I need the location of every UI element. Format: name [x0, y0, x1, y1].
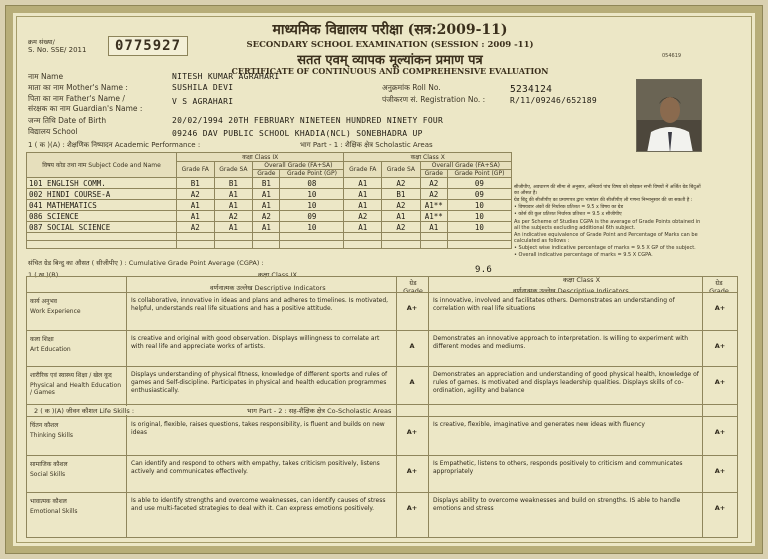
descriptor-class10: Demonstrates an appreciation and understanding of good physical health, knowledge of rules of games. Is motivated and displays leadership qualities. Displays skills of co-ordination, agility and balance [433, 371, 699, 394]
cgpa-notes [514, 185, 704, 259]
area-label: Emotional Skills [30, 508, 78, 515]
descriptor-class9: Is able to identify strengths and overcome weaknesses, can identify causes of stress and use multi-faceted strategies to deal with it. Can express emotions positively. [131, 497, 386, 512]
subject-cell-gp9: 09 [280, 211, 344, 222]
grade9-header: Grade [253, 170, 280, 178]
subject-cell-sa9: A1 [214, 200, 253, 211]
desc-header-9: वर्णनात्मक उल्लेख Descriptive Indicators [210, 284, 326, 292]
area-label-hindi: चिंतन कौशल [30, 422, 59, 429]
descriptor-class10: Demonstrates an innovative approach to interpretation. Is willing to experiment with different modes and mediums. [433, 335, 689, 350]
subject-cell-gp10: 09 [447, 189, 511, 200]
father-label: पिता का नाम Father's Name / [28, 94, 125, 103]
subject-cell-gp10: 10 [447, 211, 511, 222]
area-label: Physical and Health Education / Games [30, 382, 121, 396]
cgpa-note: • Subject wise indicative percentage of marks = 9.5 X GP of the subject. [514, 245, 696, 251]
subject-cell-g9: A1 [253, 189, 280, 200]
cgpa-note: An indicative equivalence of Grade Point and Percentage of Marks can be calculated as follows : [514, 232, 698, 244]
part1b-class9: कक्षा Class IX [258, 271, 297, 279]
descriptor-class10: Is Empathetic, listens to others, responds positively to criticism and communicates appropriately [433, 460, 683, 475]
subject-cell-sa9: B1 [214, 178, 253, 189]
part2-section-label: 2 ( क )(A) जीवन कौशल Life Skills : [34, 407, 135, 415]
subject-cell-fa10: A1 [344, 200, 382, 211]
grade-class10: A+ [714, 428, 726, 436]
cgpa-note: सीजीपीए, अवधारण की सीमा से अनुसार, अनिवार्य पांच विषय को छोड़कर सभी विषयों में अर्जित ग्रेड बिंदुओं का औसत है। [514, 185, 701, 196]
area-label: Social Skills [30, 471, 66, 478]
cgpa-label: संचित ग्रेड बिन्दु का औसत ( सीजीपीए ) : Cumulative Grade Point Average (CGPA) : [28, 259, 264, 267]
subject-cell-sa9: A2 [214, 211, 253, 222]
subject-cell-gp10: 09 [447, 178, 511, 189]
subject-cell-code: 086 SCIENCE [27, 211, 177, 222]
area-label-hindi: कार्य अनुभव [30, 298, 58, 305]
subject-cell-fa9: A2 [177, 189, 215, 200]
blank-cell [344, 241, 382, 249]
subject-row [27, 178, 512, 189]
descriptor-class9: Is original, flexible, raises questions, takes responsibility, is fluent and builds on new ideas [131, 421, 385, 436]
grid-line [26, 455, 738, 456]
sa9-header: Grade SA [214, 162, 253, 178]
part1b-section-label: 1 ( ख )(B) [28, 271, 59, 279]
grade-class10: A+ [714, 504, 726, 512]
subject-cell-code: 087 SOCIAL SCIENCE [27, 222, 177, 233]
subject-cell-g10: A1** [420, 211, 447, 222]
descriptor-class10: Displays ability to overcome weaknesses and build on strengths. IS able to handle emotions and stress [433, 497, 681, 512]
blank-cell [280, 233, 344, 241]
blank-cell [280, 241, 344, 249]
subject-cell-fa9: A2 [177, 222, 215, 233]
subject-cell-gp10: 10 [447, 200, 511, 211]
grid-line [26, 292, 738, 293]
gp9-header: Grade Point (GP) [280, 170, 344, 178]
subtitle-hindi: सतत एवम् व्यापक मूल्यांकन प्रमाण पत्र [297, 53, 483, 68]
area-label: Art Education [30, 346, 71, 353]
registration-label: पंजीकरण सं. Registration No. : [382, 95, 486, 104]
name-label: नाम Name [28, 72, 64, 81]
part2-label: भाग Part - 2 : सह-शैक्षिक क्षेत्र Co-Scholastic Areas [247, 407, 392, 415]
grade-header-9: ग्रेड Grade [403, 279, 423, 295]
blank-cell [177, 233, 215, 241]
blank-cell [447, 241, 511, 249]
subject-cell-g10: A2 [420, 178, 447, 189]
blank-cell [253, 233, 280, 241]
subject-cell-gp9: 10 [280, 222, 344, 233]
class10-header: कक्षा Class X [344, 153, 512, 162]
subject-cell-code: 041 MATHEMATICS [27, 200, 177, 211]
subject-cell-g9: A2 [253, 211, 280, 222]
subject-cell-fa10: A1 [344, 178, 382, 189]
subject-row [27, 222, 512, 233]
subject-cell-sa10: B1 [382, 189, 421, 200]
cgpa-note: • विषयवार अंकों की निर्धारक प्रतिशत = 9.5 x विषय का ग्रेड [514, 205, 624, 210]
student-photo [636, 79, 702, 152]
subject-cell-fa10: A1 [344, 222, 382, 233]
title: SECONDARY SCHOOL EXAMINATION (SESSION : 2009 -11) [246, 40, 534, 50]
grade-class9: A+ [406, 467, 418, 475]
grid-line [702, 276, 703, 538]
cgpa-note: • Overall indicative percentage of marks = 9.5 X CGPA. [514, 252, 653, 258]
roll-number: 5234124 [510, 84, 553, 95]
blank-cell [177, 241, 215, 249]
subject-cell-g10: A1 [420, 222, 447, 233]
cgpa-note: ग्रेड बिंदु की सीजीपीए का प्रमाणपत्र द्वारा भाषांतर की सीजीपीए ली गणना निम्नानुसार की जा सकती है : [514, 198, 693, 203]
scholastic-table [26, 152, 512, 249]
blank-cell [344, 233, 382, 241]
guardian-label: संरक्षक का नाम Guardian's Name : [28, 104, 143, 113]
grid-line [428, 276, 429, 538]
grade-class9: A+ [406, 304, 418, 312]
blank-cell [447, 233, 511, 241]
overall9-header: Overall Grade (FA+SA) [253, 162, 344, 170]
blank-cell [253, 241, 280, 249]
subject-row [27, 211, 512, 222]
subject-cell-sa10: A1 [382, 211, 421, 222]
subject-cell-gp9: 10 [280, 189, 344, 200]
overall10-header: Overall Grade (FA+SA) [420, 162, 511, 170]
subject-cell-fa9: A1 [177, 211, 215, 222]
subject-cell-sa10: A2 [382, 200, 421, 211]
corner-code: 054619 [662, 53, 682, 59]
subject-cell-fa10: A2 [344, 211, 382, 222]
grid-line [396, 276, 397, 538]
grade10-header: Grade [420, 170, 447, 178]
grade-header-10: ग्रेड Grade [709, 279, 729, 295]
grade-class9: A [409, 342, 415, 350]
grid-line [26, 492, 738, 493]
subject-row [27, 200, 512, 211]
area-label-hindi: सामाजिक कौशल [30, 461, 68, 468]
dob-label: जन्म तिथि Date of Birth [28, 116, 107, 125]
blank-cell [420, 233, 447, 241]
grade-class10: A+ [714, 467, 726, 475]
title-hindi: माध्यमिक विद्यालय परीक्षा (सत्र:2009-11) [272, 22, 508, 38]
registration-number: R/11/09246/652189 [510, 96, 597, 105]
descriptor-class10: Is creative, flexible, imaginative and generates new ideas with fluency [433, 421, 645, 428]
blank-cell [214, 241, 253, 249]
blank-cell [382, 241, 421, 249]
subject-cell-sa9: A1 [214, 189, 253, 200]
father-name: V S AGRAHARI [172, 97, 234, 106]
grade-class10: A+ [714, 304, 726, 312]
subject-cell-sa9: A1 [214, 222, 253, 233]
descriptor-class9: Displays understanding of physical fitness, knowledge of different sports and rules of games and Self-discipline. Participates in physical and health education programmes enthusiastically. [131, 371, 388, 394]
subject-cell-gp9: 08 [280, 178, 344, 189]
desc-header-10: वर्णनात्मक उल्लेख Descriptive Indicators [513, 287, 629, 295]
blank-cell [27, 241, 177, 249]
cert-label-hindi: क्रम संख्या/ [28, 38, 55, 46]
grade-class10: A+ [714, 378, 726, 386]
cert-label: S. No. SSE/ 2011 [28, 46, 87, 54]
cgpa-value: 9.6 [475, 265, 493, 275]
descriptor-class9: Is collaborative, innovative in ideas and plans and adheres to timelines. Is motivated, helpful, understands real life situations and has a positive attitude. [131, 297, 389, 312]
mother-label: माता का नाम Mother's Name : [28, 83, 128, 92]
blank-cell [27, 233, 177, 241]
subject-cell-g10: A2 [420, 189, 447, 200]
mother-name: SUSHILA DEVI [172, 83, 234, 92]
blank-row [27, 241, 512, 249]
subject-cell-g10: A1** [420, 200, 447, 211]
descriptor-class9: Can identify and respond to others with empathy, takes criticism positively, listens actively and communicates effectively. [131, 460, 380, 475]
descriptor-class10: Is innovative, involved and facilitates others. Demonstrates an understanding of correlation with real life situations [433, 297, 675, 312]
subject-cell-code: 002 HINDI COURSE-A [27, 189, 177, 200]
area-label: Thinking Skills [30, 432, 74, 439]
grid-line [26, 366, 738, 367]
subject-cell-g9: A1 [253, 222, 280, 233]
subject-cell-sa10: A2 [382, 222, 421, 233]
grid-line [26, 404, 738, 405]
subject-cell-g9: B1 [253, 178, 280, 189]
grid-line [26, 416, 738, 417]
subject-cell-g9: A1 [253, 200, 280, 211]
area-label: Work Experience [30, 308, 81, 315]
grade-class9: A+ [406, 504, 418, 512]
grade-class9: A [409, 378, 415, 386]
blank-cell [382, 233, 421, 241]
blank-row [27, 233, 512, 241]
part1-label: भाग Part - 1 : शैक्षिक क्षेत्र Scholastic Areas [300, 141, 433, 149]
subject-cell-fa10: A1 [344, 189, 382, 200]
grade-class9: A+ [406, 428, 418, 436]
blank-cell [420, 241, 447, 249]
fa10-header: Grade FA [344, 162, 382, 178]
area-label-hindi: कला शिक्षा [30, 336, 54, 343]
grade-class10: A+ [714, 342, 726, 350]
subject-row [27, 189, 512, 200]
subtitle: CERTIFICATE OF CONTINUOUS AND COMPREHENSIVE EVALUATION [231, 66, 549, 76]
area-label-hindi: शारीरिक एवं स्वास्थ्य शिक्षा / खेल कूद [30, 372, 112, 379]
subject-cell-code: 101 ENGLISH COMM. [27, 178, 177, 189]
subject-cell-gp9: 10 [280, 200, 344, 211]
cert-number: 0775927 [108, 36, 188, 56]
school-label: विद्यालय School [28, 127, 78, 136]
area-label-hindi: भावात्मक कौशल [30, 498, 67, 505]
roll-label: अनुक्रमांक Roll No. [382, 83, 441, 92]
gp10-header: Grade Point (GP) [447, 170, 511, 178]
descriptor-class9: Is creative and original with good observation. Displays willingness to correlate art with real life and appreciate works of artists. [131, 335, 380, 350]
cgpa-note: • कोर्स की कुल प्रतिशत निर्धारक प्रतिशत = 9.5 x सीजीपीए [514, 212, 622, 217]
subject-cell-fa9: A1 [177, 200, 215, 211]
subject-cell-sa10: A2 [382, 178, 421, 189]
subject-header: विषय कोड तथा नाम Subject Code and Name [27, 153, 177, 178]
part1b-class10: कक्षा Class X [563, 276, 601, 284]
subject-cell-fa9: B1 [177, 178, 215, 189]
fa9-header: Grade FA [177, 162, 215, 178]
sa10-header: Grade SA [382, 162, 421, 178]
dob: 20/02/1994 20TH FEBRUARY NINETEEN HUNDRED NINETY FOUR [172, 116, 444, 125]
subject-cell-gp10: 10 [447, 222, 511, 233]
class9-header: कक्षा Class IX [177, 153, 344, 162]
blank-cell [214, 233, 253, 241]
part1-section-label: 1 ( क )(A) : शैक्षणिक निष्पादन Academic Performance : [28, 141, 201, 149]
grid-line [26, 330, 738, 331]
cgpa-note: As per Scheme of Studies CGPA is the average of Grade Points obtained in all the subjects excluding additional 6th subject. [514, 219, 701, 231]
school: 09246 DAV PUBLIC SCHOOL KHADIA(NCL) SONEBHADRA UP [172, 129, 423, 138]
student-name: NITESH KUMAR AGRAHARI [172, 72, 280, 81]
